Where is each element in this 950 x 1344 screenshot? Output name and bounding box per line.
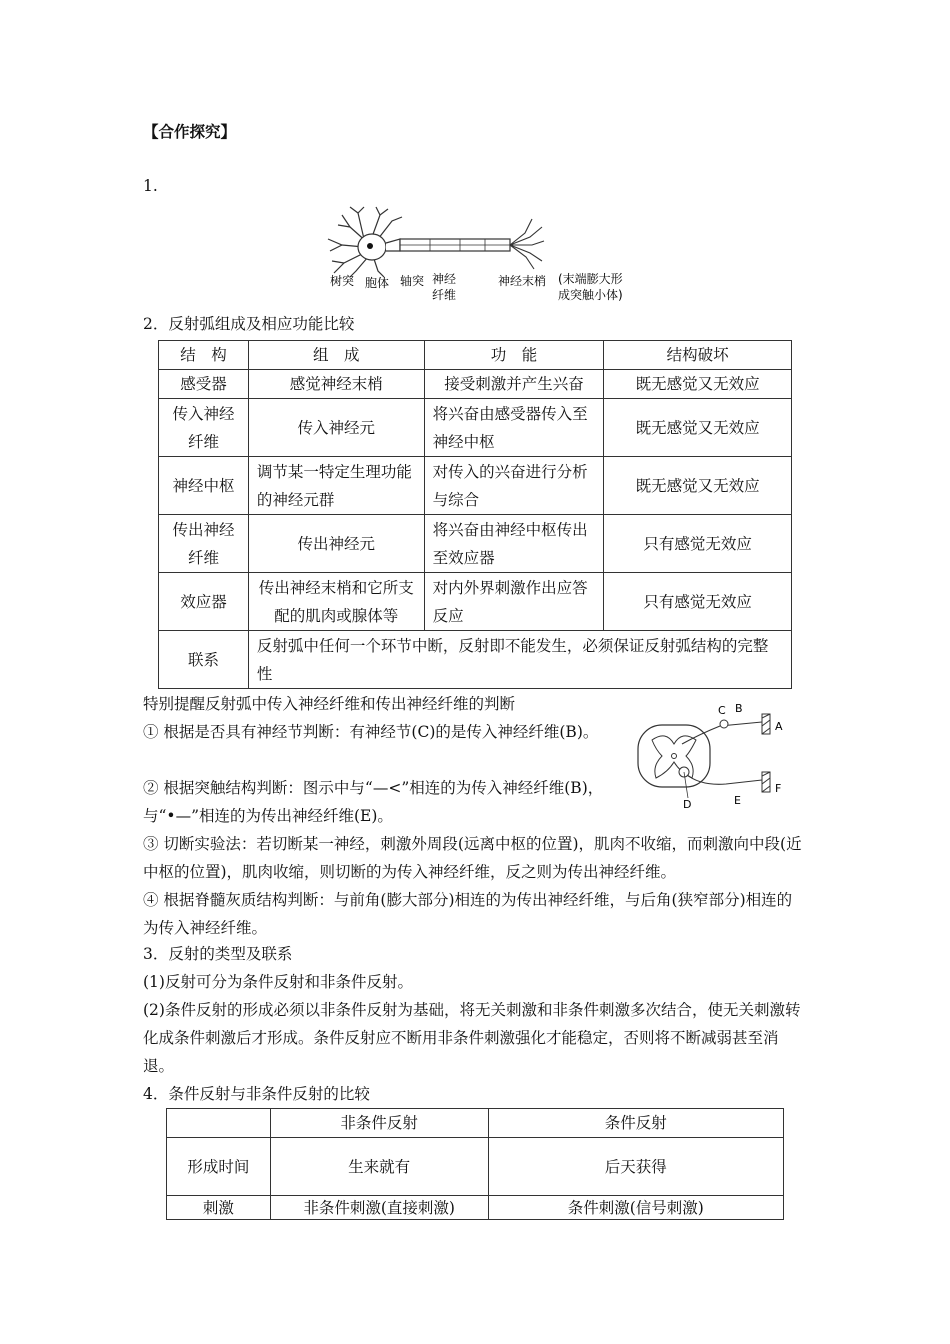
table-header: 结构破坏 [604,341,792,370]
item-3-title: 3．反射的类型及联系 [143,945,293,963]
table-row [167,1196,784,1220]
table-header: 非条件反射 [270,1109,488,1138]
tip-1: ① 根据是否具有神经节判断：有神经节(C)的是传入神经纤维(B)。 [143,723,599,741]
tip-title: 特别提醒反射弧中传入神经纤维和传出神经纤维的判断 [143,695,516,713]
cell-composition: 调节某一特定生理功能的神经元群 [248,457,424,515]
nucleus [367,243,373,249]
table-row [159,573,792,631]
tip-2: ② 根据突触结构判断：图示中与“—<”相连的为传入神经纤维(B)，与“•—”相连的为传出神经纤维(E)。 [143,779,604,825]
label-b: B [735,702,743,715]
item-3-point-2: (2)条件反射的形成必须以非条件反射为基础，将无关刺激和非条件刺激多次结合，使无关刺激转化成条件刺激后才形成。条件反射应不断用非条件刺激强化才能稳定，否则将不断减弱甚至消退。 [143,1001,801,1075]
label-dendrite: 树突 [330,274,355,288]
cell-label: 刺激 [167,1196,271,1220]
table-row [159,370,792,399]
cell-function: 接受刺激并产生兴奋 [424,370,604,399]
cell-label: 形成时间 [167,1138,271,1196]
label-f: F [775,782,782,795]
cell-structure: 传出神经纤维 [159,515,249,573]
cell-composition: 传入神经元 [248,399,424,457]
cell-structure: 神经中枢 [159,457,249,515]
table-header [167,1109,271,1138]
table-row [159,399,792,457]
table-header: 结 构 [159,341,249,370]
tip-3: ③ 切断实验法：若切断某一神经，刺激外周段(远离中枢的位置)，肌肉不收缩，而刺激向中段(近中枢的位置)，肌肉收缩，则切断的为传入神经纤维，反之则为传出神经纤维。 [143,835,802,881]
tip-4: ④ 根据脊髓灰质结构判断：与前角(膨大部分)相连的为传出神经纤维，与后角(狭窄部分)相连的为传入神经纤维。 [143,891,793,937]
table-row-link [159,631,792,689]
cell-damage: 只有感觉无效应 [604,573,792,631]
cell-composition: 感觉神经末梢 [248,370,424,399]
cell-damage: 既无感觉又无效应 [604,370,792,399]
cell-function: 对内外界刺激作出应答反应 [424,573,604,631]
label-d: D [683,798,692,810]
ganglion [720,720,728,728]
cell-conditioned: 条件刺激(信号刺激) [488,1196,784,1220]
table-row [159,457,792,515]
item-4-title: 4．条件反射与非条件反射的比较 [143,1085,370,1103]
spinal-cord-diagram [630,700,800,810]
cell-link-label: 联系 [159,631,249,689]
label-e: E [734,794,741,807]
cell-damage: 只有感觉无效应 [604,515,792,573]
item-3-point-1: (1)反射可分为条件反射和非条件反射。 [143,973,413,991]
cell-composition: 传出神经元 [248,515,424,573]
table-header-row [159,341,792,370]
table-row [167,1138,784,1196]
label-a: A [775,720,783,733]
cell-unconditioned: 生来就有 [270,1138,488,1196]
label-note-1: (末端膨大形 [558,272,623,286]
axon-terminals [510,219,544,269]
label-fiber-1: 神经 [432,272,457,286]
cell-function: 将兴奋由神经中枢传出至效应器 [424,515,604,573]
table-header-row [167,1109,784,1138]
neuron-diagram [320,205,645,305]
cell-link-text: 反射弧中任何一个环节中断，反射即不能发生，必须保证反射弧结构的完整性 [248,631,791,689]
cell-conditioned: 后天获得 [488,1138,784,1196]
cell-function: 对传入的兴奋进行分析与综合 [424,457,604,515]
item-2-title: 2．反射弧组成及相应功能比较 [143,315,355,333]
cell-unconditioned: 非条件刺激(直接刺激) [270,1196,488,1220]
axon-hillock [386,239,400,251]
label-fiber-2: 纤维 [432,288,457,302]
section-heading: 【合作探究】 [143,122,237,141]
cell-function: 将兴奋由感受器传入至神经中枢 [424,399,604,457]
label-axon: 轴突 [400,274,425,288]
reflex-arc-table [158,340,792,689]
cell-composition: 传出神经末梢和它所支配的肌肉或腺体等 [248,573,424,631]
table-header: 条件反射 [488,1109,784,1138]
cell-damage: 既无感觉又无效应 [604,457,792,515]
cell-structure: 效应器 [159,573,249,631]
label-terminal: 神经末梢 [498,274,547,288]
reflex-comparison-table [166,1108,784,1220]
table-row [159,515,792,573]
cell-damage: 既无感觉又无效应 [604,399,792,457]
cell-structure: 传入神经纤维 [159,399,249,457]
item-1-number: 1. [143,177,158,195]
central-canal [672,754,677,759]
label-c: C [718,704,726,717]
label-note-2: 成突触小体) [558,288,623,302]
cell-structure: 感受器 [159,370,249,399]
label-soma: 胞体 [365,276,390,290]
table-header: 组 成 [248,341,424,370]
table-header: 功 能 [424,341,604,370]
